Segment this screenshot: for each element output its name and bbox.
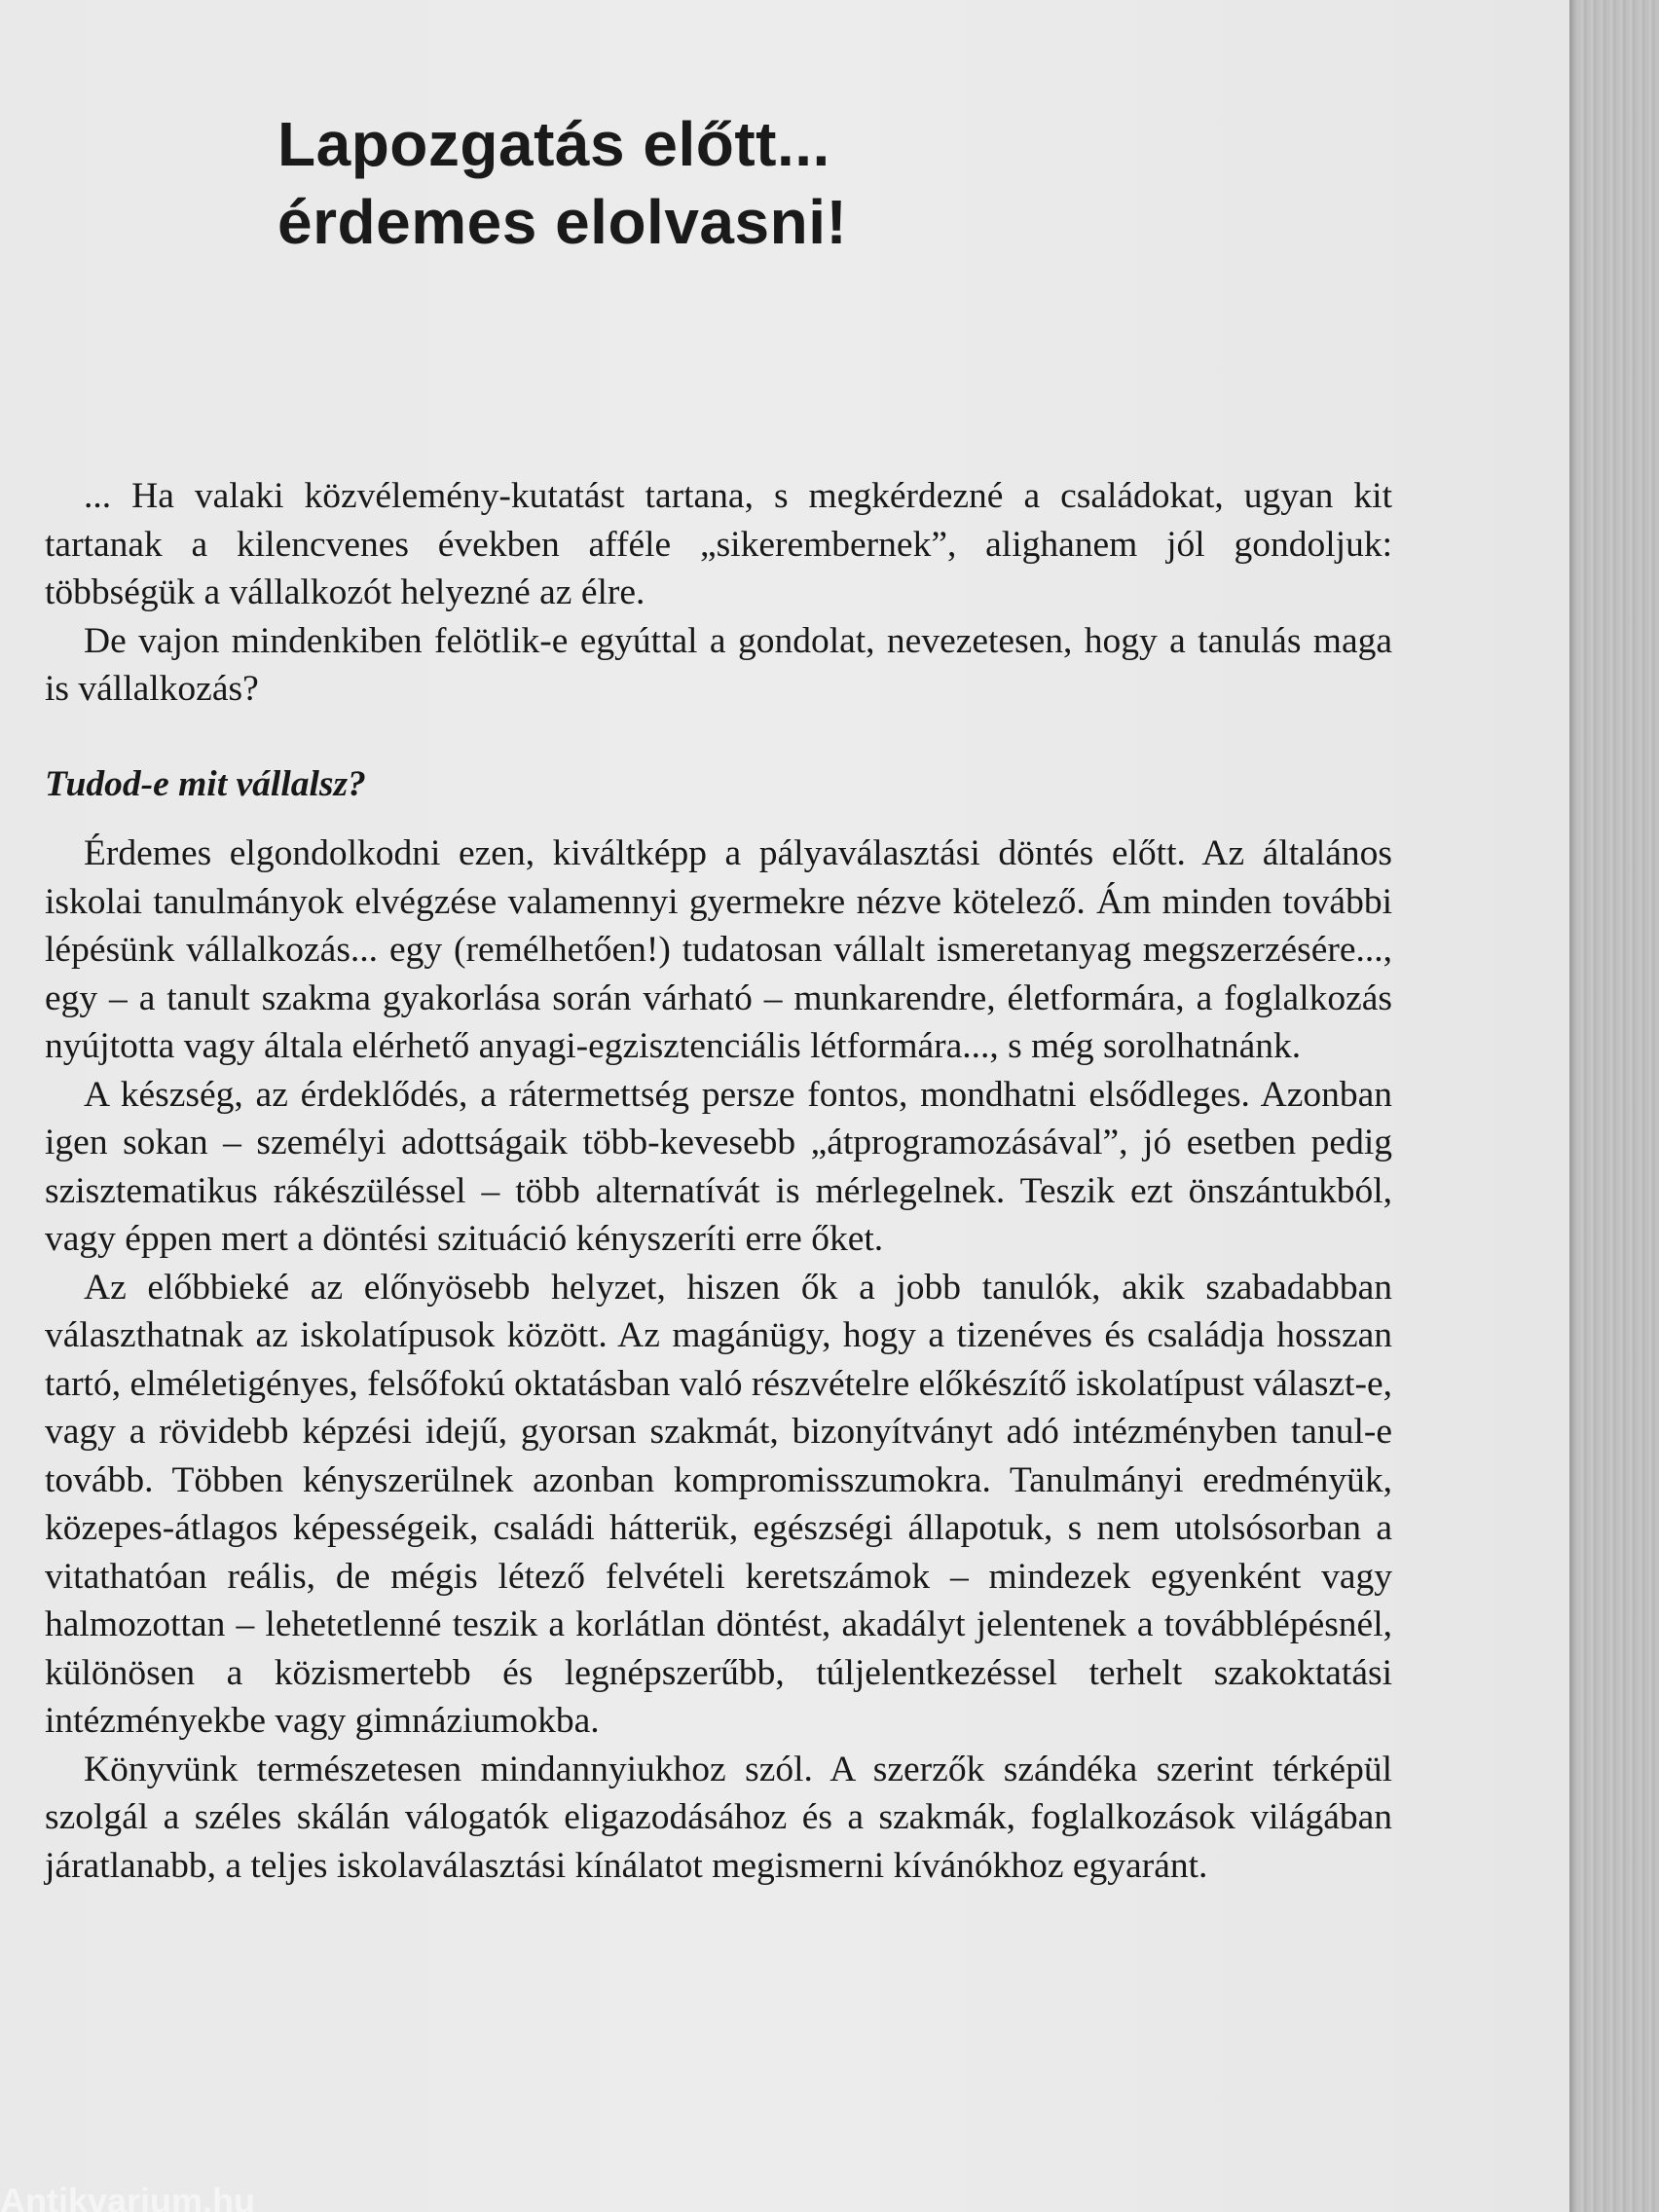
page-title: [277, 105, 847, 261]
section-paragraph-2: A készség, az érdeklődés, a rátermettség persze fontos, mondhatni elsődleges. Azonban igen sokan – személyi adottságaik több-kevesebb „átprogramozásával”, jó esetben pedig szisztematikus rákészüléssel – több alternatívát is mérlegelnek. Teszik ezt önszántukból, vagy éppen mert a döntési szituáció kényszeríti erre őket.: [45, 1074, 1392, 1259]
body-text: [45, 472, 1392, 1890]
intro-paragraph-1: ... Ha valaki közvélemény-kutatást tartana, s megkérdezné a családokat, ugyan kit tartanak a kilencvenes években afféle „sikerembernek”, alighanem jól gondoljuk: többségük a vállalkozót helyezné az élre.: [45, 476, 1392, 612]
section-paragraph-4: Könyvünk természetesen mindannyiukhoz szól. A szerzők szándéka szerint térképül szolgál a széles skálán válogatók eligazodásához és a szakmák, foglalkozások világában járatlanabb, a teljes iskolaválasztási kínálatot megismerni kívánókhoz egyaránt.: [45, 1749, 1392, 1886]
watermark: Antikvarium.hu: [0, 2181, 256, 2212]
intro-paragraph-2: De vajon mindenkiben felötlik-e egyúttal a gondolat, nevezetesen, hogy a tanulás maga is vállalkozás?: [45, 620, 1392, 709]
section-heading: Tudod-e mit vállalsz?: [45, 763, 366, 804]
section-paragraph-1: Érdemes elgondolkodni ezen, kiváltképp a pályaválasztási döntés előtt. Az általános iskolai tanulmányok elvégzése valamennyi gyermekre nézve kötelező. Ám minden további lépésünk vállalkozás... egy (remélhetően!) tudatosan vállalt ismeretanyag megszerzésére..., egy – a tanult szakma gyakorlása során várható – munkarendre, életformára, a foglalkozás nyújtotta vagy általa elérhető anyagi-egzisztenciális létformára..., s még sorolhatnánk.: [45, 833, 1392, 1066]
section-paragraph-3: Az előbbieké az előnyösebb helyzet, hiszen ők a jobb tanulók, akik szabadabban választhatnak az iskolatípusok között. Az magánügy, hogy a tizenéves és családja hosszan tartó, elméletigényes, felsőfokú oktatásban való részvételre előkészítő iskolatípust választ-e, vagy a rövidebb képzési idejű, gyorsan szakmát, bizonyítványt adó intézményben tanul-e tovább. Többen kényszerülnek azonban kompromisszumokra. Tanulmányi eredményük, közepes-átlagos képességeik, családi hátterük, egészségi állapotuk, s nem utolsósorban a vitathatóan reális, de mégis létező felvételi keretszámok – mindezek egyenként vagy halmozottan – lehetetlenné teszik a korlátlan döntést, akadályt jelentenek a továbblépésnél, különösen a közismertebb és legnépszerűbb, túljelentkezéssel terhelt szakoktatási intézményekbe vagy gimnáziumokba.: [45, 1267, 1392, 1741]
title-line-1: Lapozgatás előtt...: [277, 109, 830, 179]
title-line-2: érdemes elolvasni!: [277, 187, 848, 257]
page-edge-stack: [1569, 0, 1659, 2212]
